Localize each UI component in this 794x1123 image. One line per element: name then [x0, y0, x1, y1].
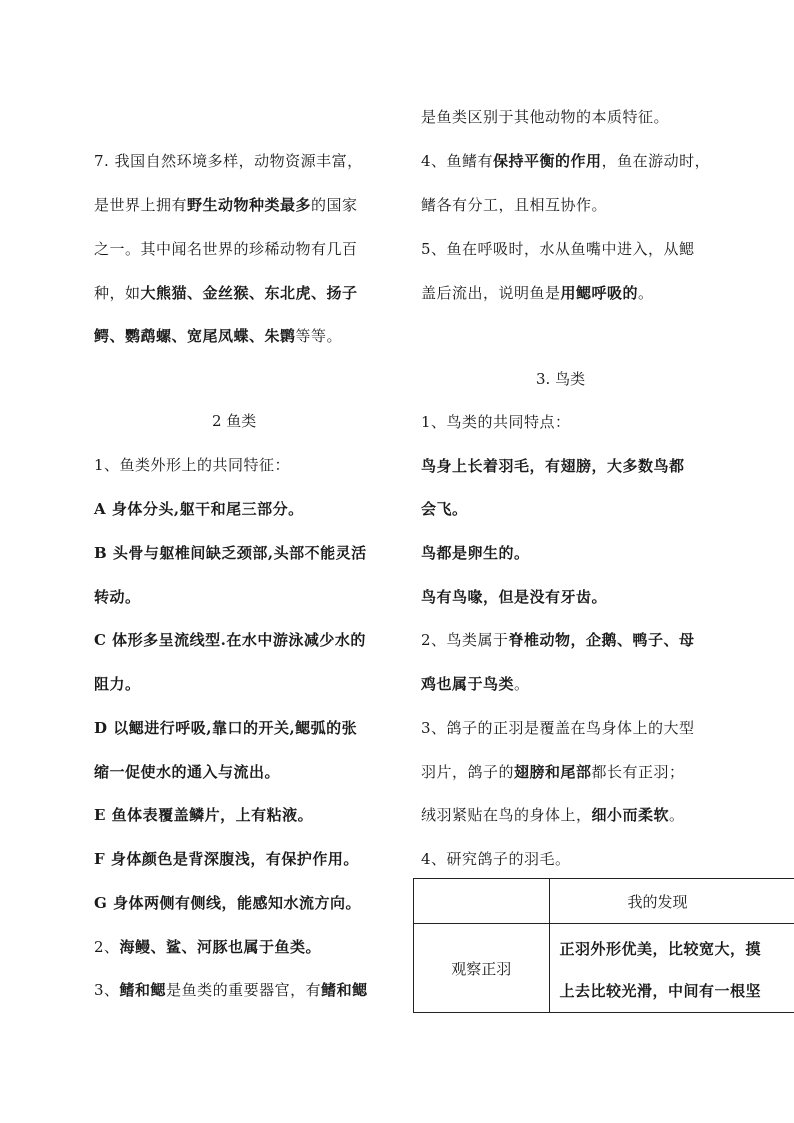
bird-feature-beak: 鸟有鸟喙，但是没有牙齿。	[421, 588, 608, 606]
fish-q5-line1: 5、鱼在呼吸时，水从鱼嘴中进入，从鳃	[421, 240, 695, 258]
bird-question-2-line1: 2、鸟类属于脊椎动物，企鹅、鸭子、母	[421, 631, 695, 649]
item7-line3: 之一。其中闻名世界的珍稀动物有几百	[94, 240, 358, 258]
fish-q4-line1: 4、鱼鳍有保持平衡的作用，鱼在游动时，	[421, 152, 711, 170]
bird-feature-line1: 鸟身上长着羽毛，有翅膀，大多数鸟都	[421, 457, 685, 475]
bird-feature-line2: 会飞。	[421, 500, 468, 518]
fish-question-3: 3、鳍和鳃是鱼类的重要器官，有鳍和鳃	[94, 981, 368, 999]
fish-feature-d-line2: 缩一促使水的通入与流出。	[94, 763, 281, 781]
item7-line1: 7. 我国自然环境多样，动物资源丰富，	[94, 152, 363, 170]
fish-question-1: 1、鱼类外形上的共同特征：	[94, 456, 291, 474]
fish-q3-continued: 是鱼类区别于其他动物的本质特征。	[421, 108, 670, 126]
fish-q4-line2: 鳍各有分工，且相互协作。	[421, 196, 608, 214]
fish-feature-d-line1: D 以鳃进行呼吸,靠口的开关,鳃弧的张	[94, 719, 358, 737]
fish-feature-a: A 身体分头,躯干和尾三部分。	[94, 500, 304, 518]
fish-feature-b-line1: B 头骨与躯椎间缺乏颈部,头部不能灵活	[94, 544, 367, 562]
findings-line2: 上去比较光滑，中间有一根坚	[559, 982, 762, 1000]
bird-heading: 3. 鸟类	[536, 370, 586, 388]
bird-question-3-line1: 3、鸽子的正羽是覆盖在鸟身体上的大型	[421, 719, 695, 737]
bird-question-3-line2: 羽片，鸽子的翅膀和尾部都长有正羽；	[421, 763, 685, 781]
table-header-findings: 我的发现	[549, 879, 794, 924]
feather-table	[413, 878, 794, 1013]
table-row-label: 观察正羽	[414, 924, 550, 1013]
item7-line4: 种，如大熊猫、金丝猴、东北虎、扬子	[94, 284, 358, 302]
findings-line1: 正羽外形优美，比较宽大，摸	[559, 940, 762, 958]
table-header-empty	[414, 879, 550, 924]
bird-feature-oviparous: 鸟都是卵生的。	[421, 544, 530, 562]
fish-q5-line2: 盖后流出，说明鱼是用鳃呼吸的。	[421, 284, 654, 302]
fish-heading: 2 鱼类	[212, 412, 257, 430]
fish-feature-b-line2: 转动。	[94, 588, 141, 606]
bird-question-1: 1、鸟类的共同特点：	[421, 413, 571, 431]
fish-feature-c-line2: 阻力。	[94, 675, 141, 693]
table-row-findings	[549, 924, 794, 1013]
bird-question-2-line2: 鸡也属于鸟类。	[421, 675, 530, 693]
bird-question-3-line3: 绒羽紧贴在鸟的身体上，细小而柔软。	[421, 806, 685, 824]
fish-feature-e: E 鱼体表覆盖鳞片，上有粘液。	[94, 806, 314, 824]
table-row	[414, 924, 794, 1013]
item7-line2: 是世界上拥有野生动物种类最多的国家	[94, 196, 358, 214]
fish-question-2: 2、海鳗、鲨、河豚也属于鱼类。	[94, 938, 322, 956]
bird-question-4: 4、研究鸽子的羽毛。	[421, 850, 571, 868]
fish-feature-f: F 身体颜色是背深腹浅，有保护作用。	[94, 850, 359, 868]
table-header-row	[414, 879, 794, 924]
fish-feature-c-line1: C 体形多呈流线型.在水中游泳减少水的	[94, 631, 366, 649]
item7-line5: 鳄、鹦鹉螺、宽尾凤蝶、朱鹮等等。	[94, 327, 343, 345]
fish-feature-g: G 身体两侧有侧线，能感知水流方向。	[94, 894, 362, 912]
